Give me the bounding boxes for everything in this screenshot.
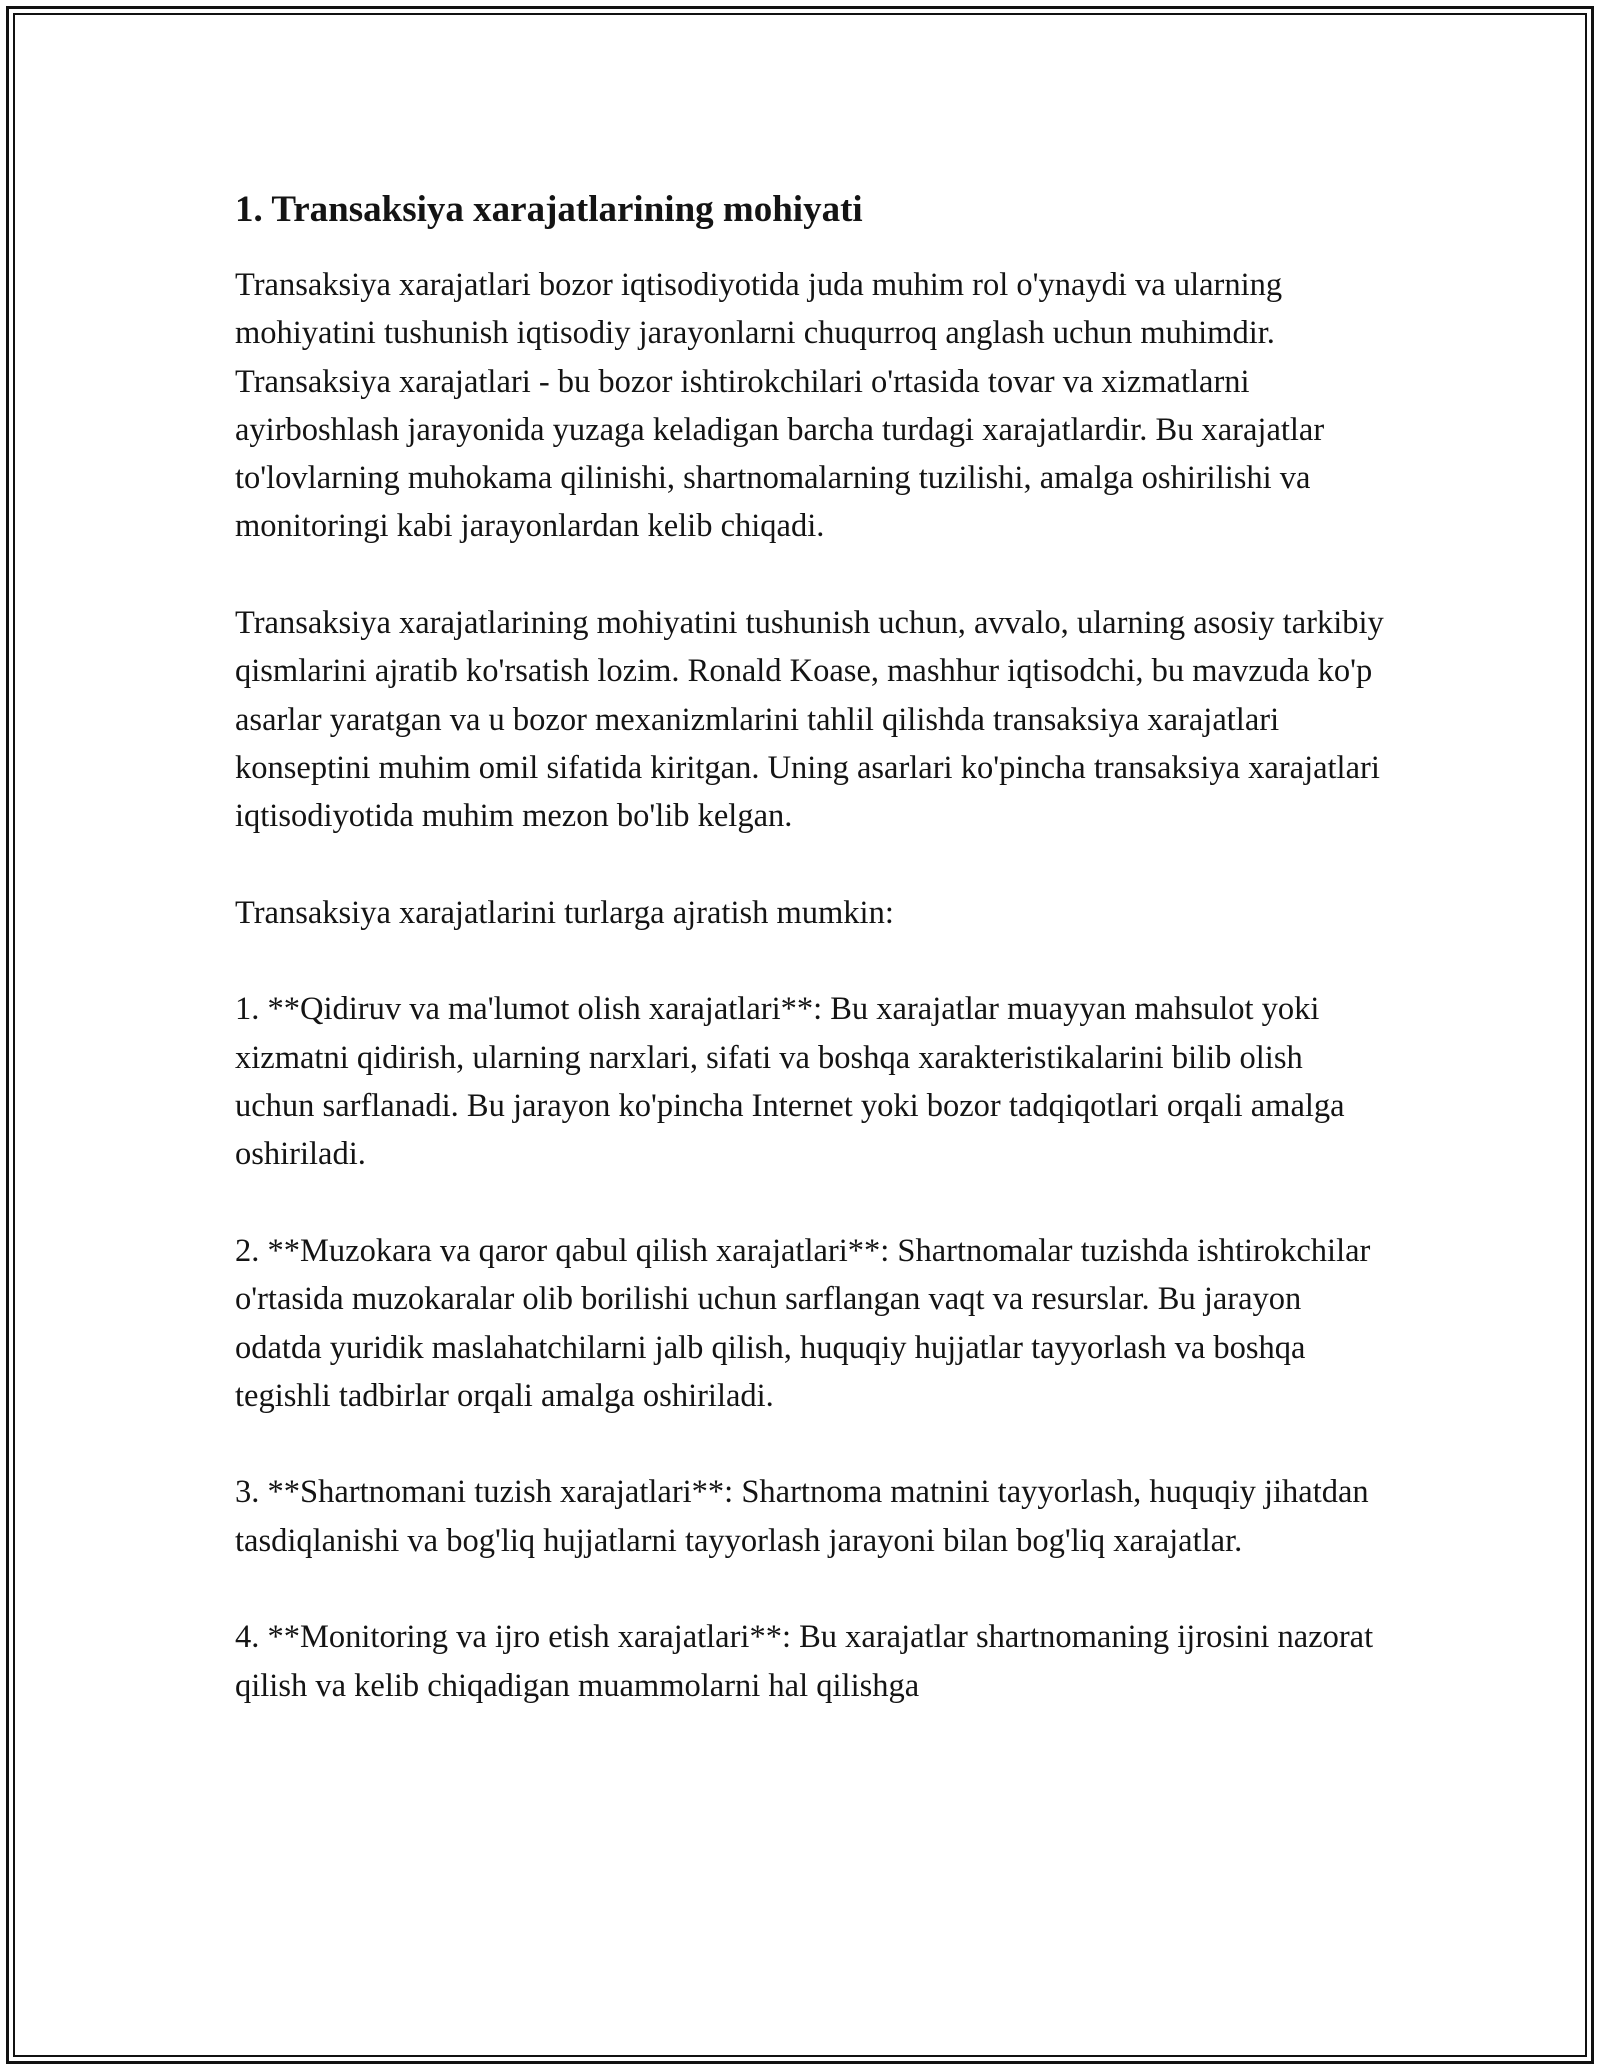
list-item-monitoring-costs: 4. **Monitoring va ijro etish xarajatlari**: Bu xarajatlar shartnomaning ijrosini nazorat qilish va kelib chiqadigan muammolarni hal qilishga	[235, 1619, 1374, 1704]
list-item-negotiation-costs: 2. **Muzokara va qaror qabul qilish xarajatlari**: Shartnomalar tuzishda ishtirokchilar o'rtasida muzokaralar olib borilishi uchun sarflangan vaqt va resurslar. Bu jarayon odatda yuridik maslahatchilarni jalb qilish, huquqiy hujjatlar tayyorlash va boshqa tegishli tadbirlar orqali amalga oshiriladi.	[235, 1232, 1371, 1414]
list-item-contract-costs: 3. **Shartnomani tuzish xarajatlari**: Shartnoma matnini tayyorlash, huquqiy jihatdan tasdiqlanishi va bog'liq hujjatlarni tayyorlash jarayoni bilan bog'liq xarajatlar.	[235, 1474, 1369, 1559]
paragraph-intro: Transaksiya xarajatlari bozor iqtisodiyotida juda muhim rol o'ynaydi va ularning mohiyatini tushunish iqtisodiy jarayonlarni chuqurroq anglash uchun muhimdir. Transaksiya xarajatlari - bu bozor ishtirokchilari o'rtasida tovar va xizmatlarni ayirboshlash jarayonida yuzaga keladigan barcha turdagi xarajatlardir. Bu xarajatlar to'lovlarning muhokama qilinishi, shartnomalarning tuzilishi, amalga oshirilishi va monitoringi kabi jarayonlardan kelib chiqadi.	[235, 267, 1325, 545]
list-item-search-costs: 1. **Qidiruv va ma'lumot olish xarajatlari**: Bu xarajatlar muayyan mahsulot yoki xizmatni qidirish, ularning narxlari, sifati va boshqa xarakteristikalarini bilib olish uchun sarflanadi. Bu jarayon ko'pincha Internet yoki bozor tadqiqotlari orqali amalga oshiriladi.	[235, 991, 1345, 1173]
paragraph-types-intro: Transaksiya xarajatlarini turlarga ajratish mumkin:	[235, 894, 894, 931]
section-heading: 1. Transaksiya xarajatlarining mohiyati	[235, 189, 863, 230]
document-body	[235, 185, 1385, 1758]
paragraph-coase: Transaksiya xarajatlarining mohiyatini tushunish uchun, avvalo, ularning asosiy tarkibiy qismlarini ajratib ko'rsatish lozim. Ronald Koase, mashhur iqtisodchi, bu mavzuda ko'p asarlar yaratgan va u bozor mexanizmlarini tahlil qilishda transaksiya xarajatlari konseptini muhim omil sifatida kiritgan. Uning asarlari ko'pincha transaksiya xarajatlari iqtisodiyotida muhim mezon bo'lib kelgan.	[235, 605, 1384, 835]
